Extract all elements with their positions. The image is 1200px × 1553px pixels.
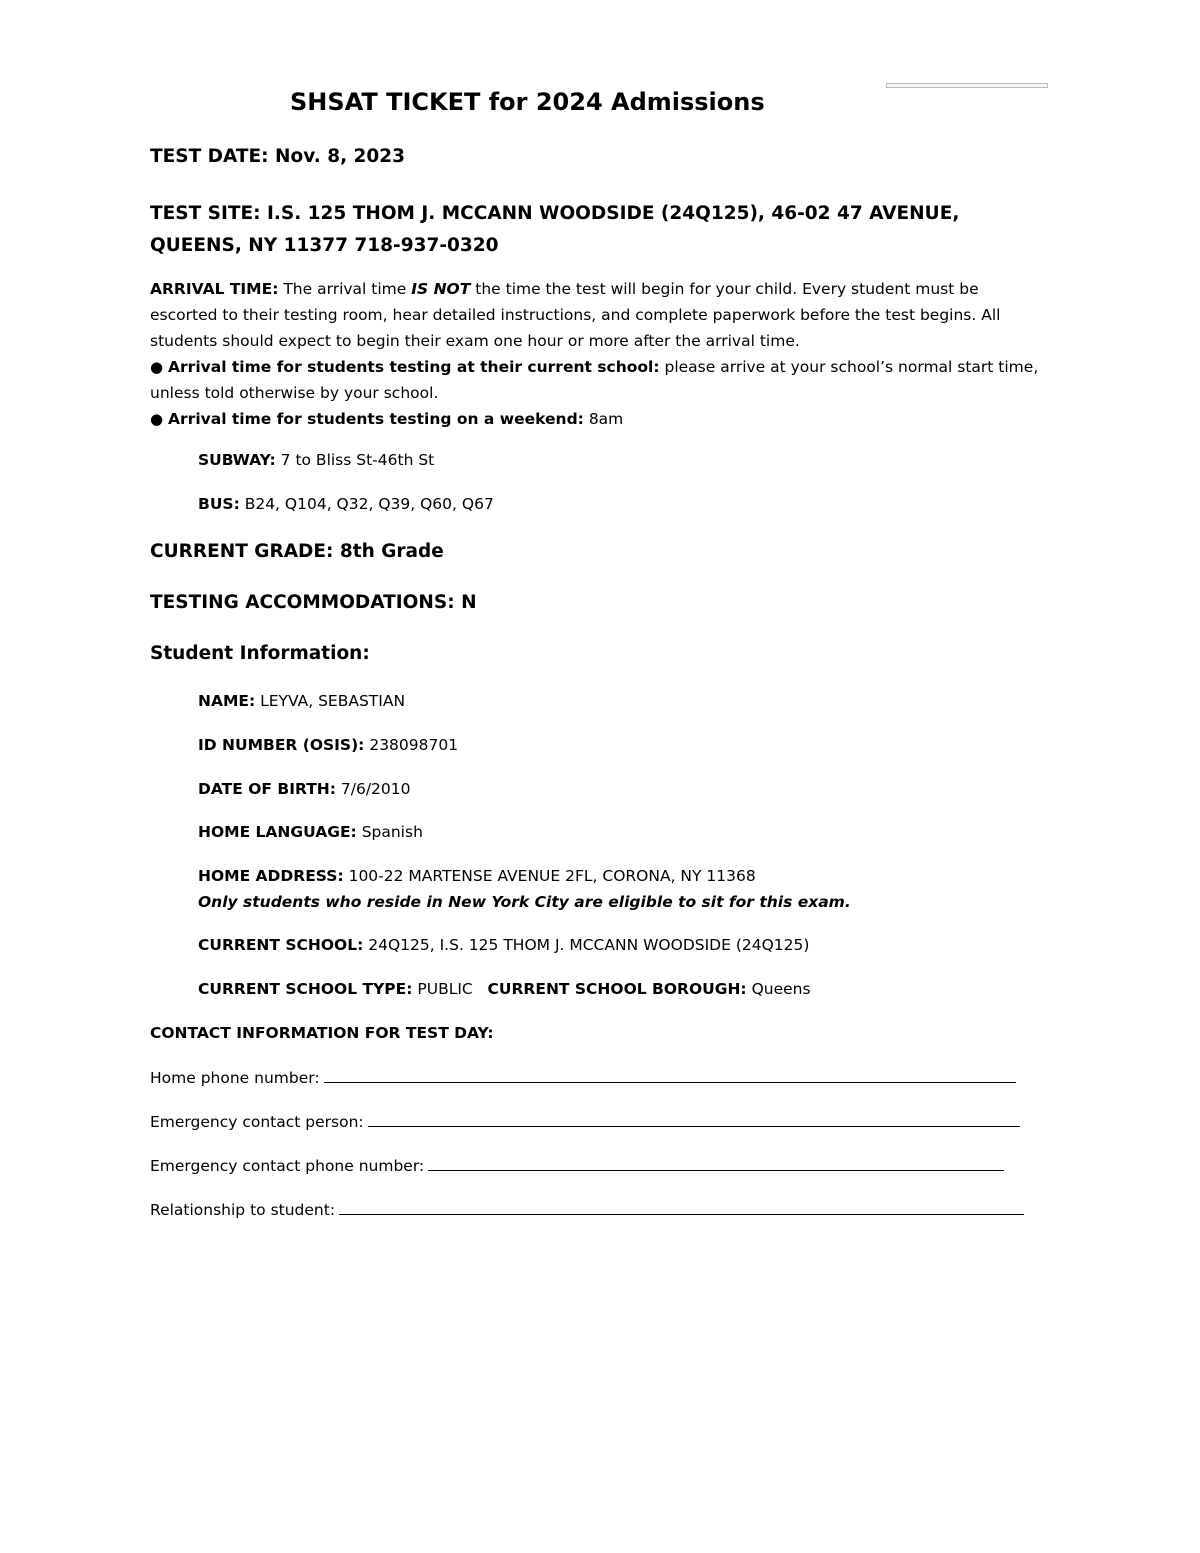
- current-school-label: CURRENT SCHOOL:: [198, 936, 364, 954]
- dob-value: 7/6/2010: [340, 780, 411, 798]
- test-site-label: TEST SITE:: [150, 203, 261, 224]
- emergency-phone-label: Emergency contact phone number:: [150, 1157, 425, 1175]
- student-home-language: [198, 823, 423, 841]
- dob-label: DATE OF BIRTH:: [198, 780, 336, 798]
- relationship-label: Relationship to student:: [150, 1201, 336, 1219]
- accommodations-label: TESTING ACCOMMODATIONS:: [150, 592, 455, 613]
- bullet-current-school-value: please arrive at your school’s normal start time, unless told otherwise by your school.: [150, 358, 1039, 402]
- student-id: [198, 736, 458, 754]
- bus-value: B24, Q104, Q32, Q39, Q60, Q67: [244, 495, 494, 513]
- id-label: ID NUMBER (OSIS):: [198, 736, 365, 754]
- bullet-weekend-label: Arrival time for students testing on a weekend:: [168, 410, 584, 428]
- current-school: [198, 936, 809, 954]
- bullet-current-school-label: Arrival time for students testing at their current school:: [168, 358, 660, 376]
- bus-label: BUS:: [198, 495, 240, 513]
- student-home-address: [198, 867, 756, 885]
- arrival-paragraph: [150, 276, 1050, 432]
- bullet-icon: ●: [150, 410, 164, 428]
- emergency-phone-field[interactable]: [428, 1154, 1004, 1171]
- arrival-text-a: The arrival time: [283, 280, 407, 298]
- school-type-value: PUBLIC: [417, 980, 473, 998]
- test-site: [150, 198, 1050, 262]
- subway-line: [198, 451, 434, 469]
- subway-value: 7 to Bliss St-46th St: [280, 451, 435, 469]
- home-address-value: 100-22 MARTENSE AVENUE 2FL, CORONA, NY 11368: [348, 867, 756, 885]
- relationship-field[interactable]: [339, 1198, 1024, 1215]
- home-phone-field[interactable]: [324, 1066, 1016, 1083]
- emergency-person-row: [150, 1110, 1020, 1131]
- current-school-value: 24Q125, I.S. 125 THOM J. MCCANN WOODSIDE (24Q125): [368, 936, 810, 954]
- name-value: LEYVA, SEBASTIAN: [260, 692, 406, 710]
- bus-line: [198, 495, 494, 513]
- emergency-phone-row: [150, 1154, 1004, 1175]
- borough-value: Queens: [751, 980, 811, 998]
- residency-note: Only students who reside in New York City are eligible to sit for this exam.: [198, 893, 851, 911]
- arrival-emphasis: IS NOT: [411, 280, 471, 298]
- page-title: SHSAT TICKET for 2024 Admissions: [290, 88, 765, 116]
- subway-label: SUBWAY:: [198, 451, 276, 469]
- home-language-label: HOME LANGUAGE:: [198, 823, 357, 841]
- home-phone-row: [150, 1066, 1016, 1087]
- id-value: 238098701: [369, 736, 459, 754]
- home-address-label: HOME ADDRESS:: [198, 867, 344, 885]
- emergency-person-label: Emergency contact person:: [150, 1113, 364, 1131]
- arrival-label: ARRIVAL TIME:: [150, 280, 279, 298]
- test-site-value: I.S. 125 THOM J. MCCANN WOODSIDE (24Q125), 46-02 47 AVENUE, QUEENS, NY 11377 718-937-0320: [150, 203, 960, 256]
- arrival-text-b: the time the test will begin for your child. Every student must be escorted to their testing room, hear detailed instructions, and complete paperwork before the test begins. All students should expect to begin their exam one hour or more after the arrival time.: [150, 280, 1001, 350]
- accommodations-value: N: [461, 592, 477, 613]
- student-name: [198, 692, 405, 710]
- testing-accommodations: [150, 592, 477, 613]
- current-grade-label: CURRENT GRADE:: [150, 541, 334, 562]
- bullet-weekend-value: 8am: [588, 410, 624, 428]
- test-date: [150, 146, 405, 167]
- test-date-value: Nov. 8, 2023: [275, 146, 406, 167]
- bullet-icon: ●: [150, 358, 164, 376]
- emergency-person-field[interactable]: [368, 1110, 1020, 1127]
- school-type-label: CURRENT SCHOOL TYPE:: [198, 980, 413, 998]
- current-school-type-borough: [198, 980, 811, 998]
- home-language-value: Spanish: [361, 823, 423, 841]
- name-label: NAME:: [198, 692, 256, 710]
- test-date-label: TEST DATE:: [150, 146, 269, 167]
- current-grade: [150, 541, 444, 562]
- contact-heading: CONTACT INFORMATION FOR TEST DAY:: [150, 1024, 494, 1042]
- header-box: [886, 83, 1048, 88]
- student-info-heading: Student Information:: [150, 643, 370, 664]
- borough-label: CURRENT SCHOOL BOROUGH:: [487, 980, 747, 998]
- relationship-row: [150, 1198, 1024, 1219]
- student-dob: [198, 780, 411, 798]
- current-grade-value: 8th Grade: [339, 541, 444, 562]
- home-phone-label: Home phone number:: [150, 1069, 320, 1087]
